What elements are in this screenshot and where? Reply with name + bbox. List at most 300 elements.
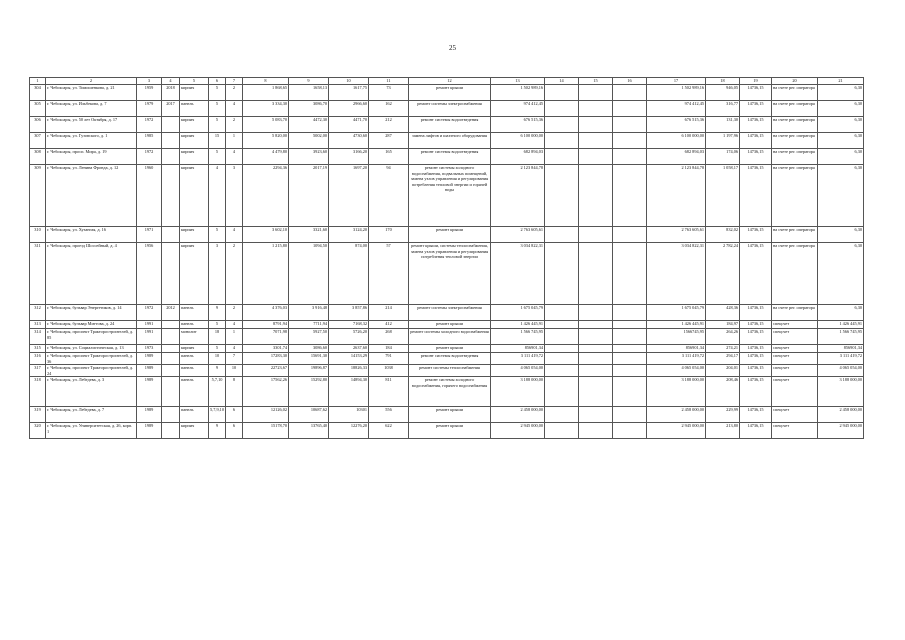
table-cell: 305 [30,101,46,117]
table-cell [613,85,647,101]
column-number-cell: 17 [647,78,706,85]
column-number-cell: 11 [369,78,409,85]
table-cell: 2 945 000,00 [818,423,864,439]
table-cell [579,227,613,243]
table-row [30,377,864,407]
table-cell: ремонт крыши [409,85,491,101]
column-number-cell: 13 [491,78,545,85]
table-cell: 213,80 [706,423,740,439]
table-cell: 946,05 [706,85,740,101]
table-cell: 6,30 [818,227,864,243]
table-cell: 14736,15 [740,227,772,243]
table-cell [162,243,180,305]
table-cell [162,365,180,377]
table-cell: 4 065 054,00 [647,365,706,377]
table-cell [545,423,579,439]
column-number-cell: 20 [772,78,818,85]
table-row [30,329,864,345]
table-cell [613,133,647,149]
table-cell: 682 894,03 [491,149,545,165]
table-cell: панель [180,377,209,407]
table-cell: 17283,30 [243,353,289,365]
table-cell: 428,36 [706,305,740,321]
table-cell: 318 [30,377,46,407]
table-cell: ремонт системы теплоснабжения [409,365,491,377]
table-cell: 1972 [137,305,162,321]
table-row [30,407,864,423]
table-cell: г. Чебоксары, просп. Мира, д. 19 [46,149,137,165]
table-cell: 1973 [137,345,162,353]
table-cell [162,117,180,133]
table-cell [579,117,613,133]
table-cell: 14736,15 [740,117,772,133]
table-cell: 1989 [137,353,162,365]
table-cell: 811 [369,377,409,407]
table-cell [545,321,579,329]
table-cell: 5,7,9,10 [209,407,226,423]
table-cell: спецсчет [772,365,818,377]
table-cell: 8 [226,377,243,407]
table-row [30,149,864,165]
table-cell: 5 [209,117,226,133]
table-cell: 1 426 445,91 [818,321,864,329]
table-cell: г. Чебоксары, ул. Тимошенкова, д. 21 [46,85,137,101]
table-cell: 131,30 [706,117,740,133]
table-cell: 14736,15 [740,377,772,407]
table-cell: ремонт системы водоотведения [409,117,491,133]
table-cell: 6,30 [818,243,864,305]
table-cell: 6,30 [818,133,864,149]
table-cell [162,345,180,353]
table-cell [162,321,180,329]
table-cell: 319 [30,407,46,423]
table-cell [162,133,180,149]
table-cell: 311 [30,243,46,305]
table-cell [613,149,647,165]
table-cell: 7 [226,353,243,365]
table-cell [545,305,579,321]
table-cell: 294,17 [706,353,740,365]
table-cell: 3 916,48 [289,305,329,321]
table-cell: 10687,62 [289,407,329,423]
table-cell: 18 [209,329,226,345]
table-cell: 6 100 000,00 [491,133,545,149]
table-cell: 974 412,45 [491,101,545,117]
table-cell: 2637,60 [329,345,369,353]
table-cell: 14736,15 [740,149,772,165]
table-cell: 268 [369,329,409,345]
table-cell [545,243,579,305]
table-cell: 2 [226,85,243,101]
table-cell: г. Чебоксары, ул. 50 лет Октября, д. 17 [46,117,137,133]
table-cell: 14736,15 [740,305,772,321]
table-cell: 14736,15 [740,85,772,101]
table-cell: 1956 [137,243,162,305]
table-cell: 4 479,80 [243,149,289,165]
table-cell [613,305,647,321]
table-cell: кирпич [180,345,209,353]
table-cell: 1094,50 [289,243,329,305]
table-cell: 312 [30,305,46,321]
table-cell: 4730,60 [329,133,369,149]
table-cell: 4472,30 [289,117,329,133]
table-cell: панель [180,407,209,423]
table-cell: панель [180,353,209,365]
table-cell: 2 [226,305,243,321]
table-cell: 1 [226,329,243,345]
table-row [30,101,864,117]
table-cell: 682 894,03 [647,149,706,165]
table-row [30,117,864,133]
column-number-cell: 9 [289,78,329,85]
table-cell: 2018 [162,85,180,101]
table-cell: 214 [369,305,409,321]
table-cell: спецсчет [772,345,818,353]
table-cell: 1 [226,133,243,149]
table-cell: 1 675 045,79 [491,305,545,321]
table-cell: 1989 [137,377,162,407]
table-cell: 5 820,00 [243,133,289,149]
table-cell: 14736,15 [740,101,772,117]
table-cell: кирпич [180,117,209,133]
table-cell: 165 [369,149,409,165]
table-cell: 6 100 000,00 [647,133,706,149]
column-number-cell: 1 [30,78,46,85]
table-cell [579,407,613,423]
table-cell [162,407,180,423]
table-cell: 1960 [137,165,162,227]
table-cell: кирпич [180,423,209,439]
table-cell: 832,02 [706,227,740,243]
table-cell: 6,30 [818,305,864,321]
table-cell: панель [180,365,209,377]
table-cell: 3301,74 [243,345,289,353]
table-cell: 15292,80 [289,377,329,407]
table-cell: 1979 [137,101,162,117]
table-cell: 1 868,65 [243,85,289,101]
table-cell: на счете рег. оператора [772,243,818,305]
table-cell: 12126,02 [243,407,289,423]
table-cell: 14736,15 [740,365,772,377]
table-cell: ремонт системы электроснабжения [409,101,491,117]
table-cell: 2 945 000,00 [491,423,545,439]
table-cell: г. Чебоксары, проезд Шоссейный, д. 4 [46,243,137,305]
table-cell: на счете рег. оператора [772,101,818,117]
table-cell: г. Чебоксары, ул. Университетская, д. 26, корп. 1 [46,423,137,439]
table-row [30,243,864,305]
table-cell: 73 [369,85,409,101]
table-cell: 6,30 [818,165,864,227]
table-cell: 2 458 000,00 [491,407,545,423]
table-cell: 316 [30,353,46,365]
table-cell: ремонт системы холодного водоснабжения [409,329,491,345]
table-cell: 3 188 000,00 [818,377,864,407]
table-cell: 10 [226,365,243,377]
table-cell: 856901,34 [491,345,545,353]
table-cell: 3086,70 [289,101,329,117]
table-cell: кирпич [180,227,209,243]
table-cell [613,345,647,353]
table-cell: 308 [30,149,46,165]
table-cell: г. Чебоксары, бульвар Миттова, д. 24 [46,321,137,329]
table-cell: 316,77 [706,101,740,117]
table-cell [545,377,579,407]
table-cell: 14153,29 [329,353,369,365]
table-cell: 2966,60 [329,101,369,117]
table-cell [579,133,613,149]
table-cell [579,149,613,165]
column-number-cell: 18 [706,78,740,85]
table-cell: спецсчет [772,329,818,345]
column-number-cell: 10 [329,78,369,85]
table-cell: 1972 [137,149,162,165]
table-cell: на счете рег. оператора [772,165,818,227]
table-cell: 1566745,95 [647,329,706,345]
table-row [30,85,864,101]
table-cell [613,407,647,423]
table-cell: 204,01 [706,365,740,377]
table-cell [545,365,579,377]
table-cell [162,227,180,243]
table-cell: 5002,00 [289,133,329,149]
table-cell: 1989 [137,423,162,439]
table-cell: ремонт крыши [409,423,491,439]
table-cell [613,423,647,439]
table-cell: 14736,15 [740,353,772,365]
table-cell: 2 123 844,78 [491,165,545,227]
table-cell: панель [180,305,209,321]
table-cell: на счете рег. оператора [772,305,818,321]
table-cell: 6,30 [818,101,864,117]
table-cell: 310 [30,227,46,243]
table-cell: 170 [369,227,409,243]
table-cell: 3 034 822,31 [491,243,545,305]
table-cell: 4471,70 [329,117,369,133]
table-cell: на счете рег. оператора [772,227,818,243]
table-cell: г. Чебоксары, ул. Ленина Фронда, д. 12 [46,165,137,227]
table-cell: спецсчет [772,377,818,407]
table-cell: 5726,20 [329,329,369,345]
table-row [30,353,864,365]
table-cell [545,345,579,353]
table-cell [162,149,180,165]
table-cell [545,227,579,243]
column-number-cell: 6 [209,78,226,85]
table-cell: 3 111 419,72 [647,353,706,365]
table-cell: 306 [30,117,46,133]
table-cell: 5 [209,345,226,353]
table-cell [545,407,579,423]
table-cell [545,101,579,117]
table-cell [579,377,613,407]
table-cell [613,243,647,305]
table-cell: 320 [30,423,46,439]
table-cell: 309 [30,165,46,227]
table-cell: 1991 [137,321,162,329]
table-cell: 57 [369,243,409,305]
table-cell: 94 [369,165,409,227]
table-cell: ремонт системы электроснабжения [409,305,491,321]
table-cell: 2 123 844,78 [647,165,706,227]
table-cell: спецсчет [772,423,818,439]
table-cell: 6,30 [818,85,864,101]
column-number-cell: 4 [162,78,180,85]
table-cell: 6,30 [818,117,864,133]
table-cell: 1989 [137,407,162,423]
table-cell: ремонт крыши [409,227,491,243]
table-cell: 2 763 605,61 [491,227,545,243]
table-cell: 1 215,80 [243,243,289,305]
column-number-cell: 7 [226,78,243,85]
table-cell [162,165,180,227]
table-cell: 974 412,45 [647,101,706,117]
table-cell: на счете рег. оператора [772,133,818,149]
table-cell: 304 [30,85,46,101]
table-cell: 274,21 [706,345,740,353]
table-cell: 287 [369,133,409,149]
table-cell: 264,26 [706,329,740,345]
table-cell: 412 [369,321,409,329]
table-cell: 18826,33 [329,365,369,377]
table-cell: 14736,15 [740,165,772,227]
table-cell: 856901,34 [818,345,864,353]
table-cell [613,353,647,365]
table-row [30,305,864,321]
table-cell: 1991 [137,329,162,345]
table-cell: 1 426 445,91 [647,321,706,329]
table-row [30,423,864,439]
table-cell [579,423,613,439]
table-cell: ремонт крыши [409,407,491,423]
table-cell: 4 [226,345,243,353]
table-cell: монолит [180,329,209,345]
table-cell: 5 [209,101,226,117]
table-row [30,165,864,227]
table-cell: 1971 [137,227,162,243]
table-cell: 4 [226,149,243,165]
table-cell: 676 515,36 [647,117,706,133]
table-cell [579,85,613,101]
table-cell: 7168,32 [329,321,369,329]
column-number-cell: 5 [180,78,209,85]
table-cell: 1697,20 [329,165,369,227]
table-cell: 5,7,10 [209,377,226,407]
table-cell: 2017 [162,101,180,117]
page-number: 25 [449,44,456,52]
table-cell: кирпич [180,133,209,149]
table-cell: 14736,15 [740,243,772,305]
repair-register-table [29,77,864,439]
table-cell: 1985 [137,133,162,149]
table-cell: на счете рег. оператора [772,149,818,165]
table-cell: на счете рег. оператора [772,117,818,133]
table-cell [579,305,613,321]
table-row [30,345,864,353]
table-cell: 2012 [162,305,180,321]
table-cell: 5 [209,321,226,329]
table-cell: г. Чебоксары, проспект Тракторостроителей, д. 36 [46,353,137,365]
table-cell: 1658,13 [289,85,329,101]
table-cell: 184,97 [706,321,740,329]
table-cell [613,227,647,243]
table-cell: г. Чебоксары, бульвар Энергетиков, д. 14 [46,305,137,321]
table-cell: 5927,50 [289,329,329,345]
table-cell: 15691,30 [289,353,329,365]
table-cell: 3166,20 [329,149,369,165]
table-cell: 1 426 445,91 [491,321,545,329]
table-cell: 4 065 054,00 [491,365,545,377]
table-cell [613,377,647,407]
table-cell [545,85,579,101]
table-cell: 14736,15 [740,329,772,345]
table-cell: 4 [226,101,243,117]
table-cell [613,117,647,133]
table-cell [545,149,579,165]
table-cell: 791 [369,353,409,365]
table-cell: 1 502 989,16 [647,85,706,101]
table-cell: г. Чебоксары, ул. Лебедева, д. 7 [46,407,137,423]
table-cell: 622 [369,423,409,439]
column-number-cell: 14 [545,78,579,85]
table-cell: 14894,30 [329,377,369,407]
table-cell [162,353,180,365]
table-cell [579,353,613,365]
table-cell: 17562,26 [243,377,289,407]
table-cell: 3 188 000,00 [491,377,545,407]
table-cell: 3321,60 [289,227,329,243]
table-cell: 2 763 605,61 [647,227,706,243]
table-cell: 4 [226,321,243,329]
table-row [30,365,864,377]
table-cell: ремонт системы водоотведения [409,149,491,165]
table-cell: г. Чебоксары, ул. Лебедева, д. 3 [46,377,137,407]
table-cell [613,329,647,345]
table-cell: 15 [209,133,226,149]
table-cell: 1 675 045,79 [647,305,706,321]
table-cell: г. Чебоксары, ул. Ильбекова, д. 7 [46,101,137,117]
table-cell [579,321,613,329]
table-cell: кирпич [180,149,209,165]
table-cell: 317 [30,365,46,377]
column-number-cell: 2 [46,78,137,85]
table-cell [579,345,613,353]
table-cell: 10 [209,353,226,365]
table-cell: 3 334,30 [243,101,289,117]
table-cell: ремонт крыши, системы теплоснабжения, замена узлов управления и регулирования потребления тепловой энергии [409,243,491,305]
table-cell: ремонт крыши [409,345,491,353]
table-cell: 174,06 [706,149,740,165]
table-cell: панель [180,321,209,329]
table-cell: 307 [30,133,46,149]
table-cell: 2294,36 [243,165,289,227]
table-cell: 3 857,86 [329,305,369,321]
table-cell: спецсчет [772,321,818,329]
table-cell: 5 [209,149,226,165]
table-cell: 14736,15 [740,321,772,329]
table-cell: ремонт системы холодного водоснабжения, подвальных помещений, замена узлов управления и регулирования потребления тепловой энергии и горячей воды [409,165,491,227]
table-cell: 14736,15 [740,407,772,423]
table-cell: г. Чебоксары, проспект Тракторостроителей, д. 24 [46,365,137,377]
table-cell: 3 [209,243,226,305]
table-cell: 5 [209,227,226,243]
table-cell: 212 [369,117,409,133]
table-cell: 2 945 000,00 [647,423,706,439]
table-cell: 208,46 [706,377,740,407]
table-cell: 2 782,24 [706,243,740,305]
table-cell: 1617,75 [329,85,369,101]
table-cell: 9 [209,365,226,377]
table-cell [545,329,579,345]
